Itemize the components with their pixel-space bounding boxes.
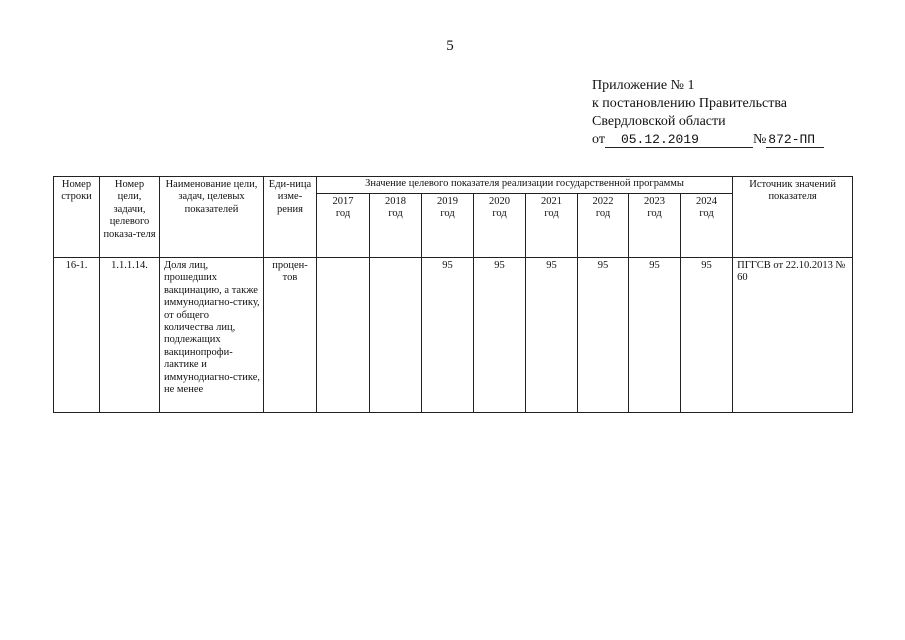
cell-value-2021: 95 xyxy=(526,258,578,413)
cell-indicator-name: Доля лиц, прошедших вакцинацию, а также иммунодиагно-стику, от общего количества лиц, подлежащих вакцинопрофи-лактике и иммунодиагно-стике, не менее xyxy=(160,258,264,413)
target-indicators-table xyxy=(53,176,853,413)
cell-value-2020: 95 xyxy=(474,258,526,413)
cell-goal-number: 1.1.1.14. xyxy=(100,258,160,413)
appendix-block xyxy=(592,77,824,149)
cell-value-2023: 95 xyxy=(629,258,681,413)
cell-value-2022: 95 xyxy=(578,258,629,413)
cell-value-2024: 95 xyxy=(681,258,733,413)
appendix-region-line: Свердловской области xyxy=(592,114,726,129)
resolution-number: 872-ПП xyxy=(766,132,824,148)
appendix-title: Приложение № 1 xyxy=(592,78,695,93)
header-year: 2018 год xyxy=(370,194,422,258)
table-row xyxy=(54,258,853,413)
number-label: № xyxy=(752,132,767,147)
header-unit: Еди-ница изме-рения xyxy=(264,177,317,258)
cell-source: ПГГСВ от 22.10.2013 № 60 xyxy=(733,258,853,413)
header-year: 2022 год xyxy=(578,194,629,258)
header-name: Наименование цели, задач, целевых показателей xyxy=(160,177,264,258)
header-year: 2023 год xyxy=(629,194,681,258)
from-label: от xyxy=(592,132,605,147)
header-year: 2017 год xyxy=(317,194,370,258)
cell-row-number: 16-1. xyxy=(54,258,100,413)
cell-value-2018 xyxy=(370,258,422,413)
header-values-title: Значение целевого показателя реализации государственной программы xyxy=(317,177,733,194)
table-header-row xyxy=(54,177,853,194)
cell-unit: процен-тов xyxy=(264,258,317,413)
page-number: 5 xyxy=(446,38,454,54)
header-row-number: Номер строки xyxy=(54,177,100,258)
appendix-date-number-line xyxy=(592,131,824,149)
cell-value-2019: 95 xyxy=(422,258,474,413)
cell-value-2017 xyxy=(317,258,370,413)
header-year: 2024 год xyxy=(681,194,733,258)
resolution-date: 05.12.2019 xyxy=(605,132,753,148)
header-goal-number: Номер цели, задачи, целевого показа-теля xyxy=(100,177,160,258)
appendix-resolution-line: к постановлению Правительства xyxy=(592,96,788,111)
header-year: 2021 год xyxy=(526,194,578,258)
header-year: 2020 год xyxy=(474,194,526,258)
header-source: Источник значений показателя xyxy=(733,177,853,258)
header-year: 2019 год xyxy=(422,194,474,258)
